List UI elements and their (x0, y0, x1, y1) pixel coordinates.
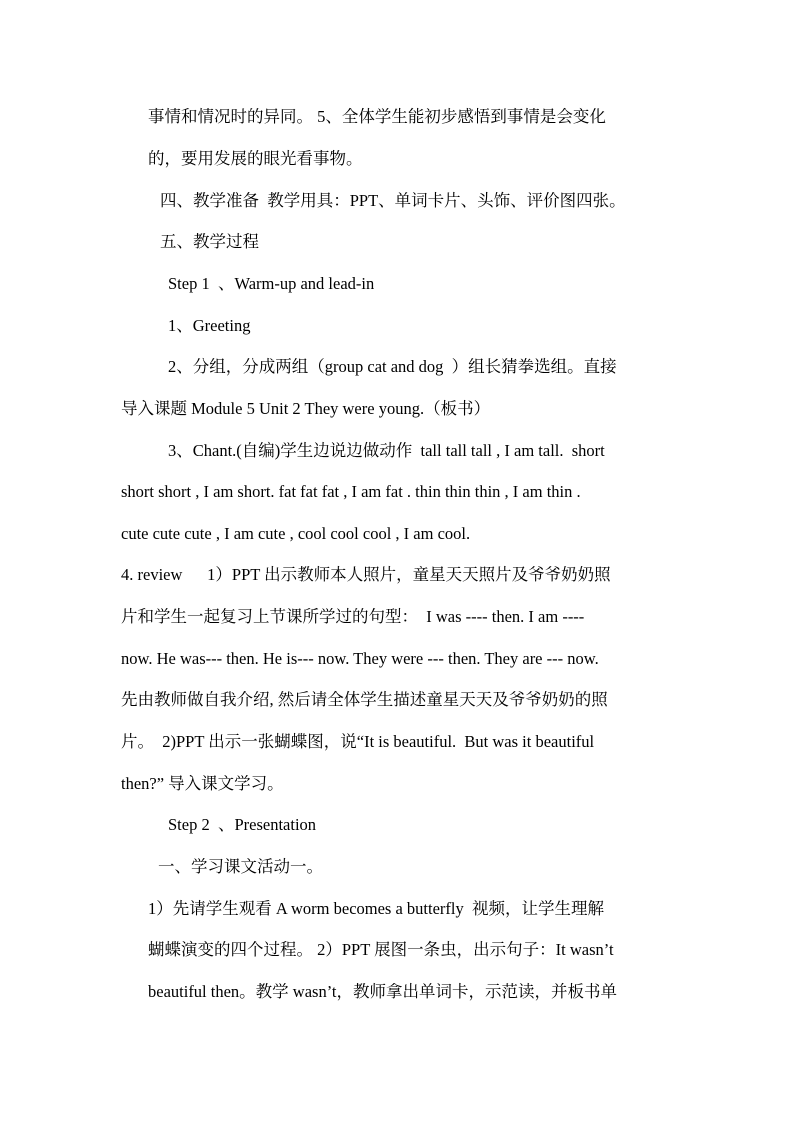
text-line: short short , I am short. fat fat fat , I am fat . thin thin thin , I am thin . (121, 482, 581, 501)
text-line: 4. review 1）PPT 出示教师本人照片，童星天天照片及爷爷奶奶照 (121, 565, 611, 584)
text-line: 导入课题 Module 5 Unit 2 They were young.（板书） (121, 399, 491, 418)
text-line: 片。 2)PPT 出示一张蝴蝶图，说“It is beautiful. But was it beautiful (121, 732, 595, 751)
text-line: now. He was--- then. He is--- now. They were --- then. They are --- now. (121, 649, 599, 668)
text-line: 蝴蝶演变的四个过程。 2）PPT 展图一条虫，出示句子：It wasn’t (148, 940, 614, 959)
text-line: 的，要用发展的眼光看事物。 (148, 149, 363, 168)
text-line: 2、分组，分成两组（group cat and dog ）组长猜拳选组。直接 (168, 357, 617, 376)
text-line: 1）先请学生观看 A worm becomes a butterfly 视频，让学生理解 (148, 899, 604, 918)
text-line: beautiful then。教学 wasn’t，教师拿出单词卡，示范读，并板书单 (148, 982, 617, 1001)
step-heading: Step 2 、Presentation (168, 815, 317, 834)
text-line: 片和学生一起复习上节课所学过的句型： I was ---- then. I am ---- (121, 607, 585, 626)
section-heading: 五、教学过程 (160, 232, 259, 251)
section-heading: 一、学习课文活动一。 (158, 857, 323, 876)
text-line: 四、教学准备 教学用具：PPT、单词卡片、头饰、评价图四张。 (160, 191, 626, 210)
text-line: 事情和情况时的异同。 5、全体学生能初步感悟到事情是会变化 (148, 107, 606, 126)
text-line: then?” 导入课文学习。 (121, 774, 284, 793)
text-line: cute cute cute , I am cute , cool cool cool , I am cool. (121, 524, 471, 543)
step-heading: Step 1 、Warm-up and lead-in (168, 274, 375, 293)
text-line: 1、Greeting (168, 316, 251, 335)
text-line: 3、Chant.(自编)学生边说边做动作 tall tall tall , I am tall. short (168, 441, 605, 460)
text-line: 先由教师做自我介绍, 然后请全体学生描述童星天天及爷爷奶奶的照 (121, 690, 608, 709)
